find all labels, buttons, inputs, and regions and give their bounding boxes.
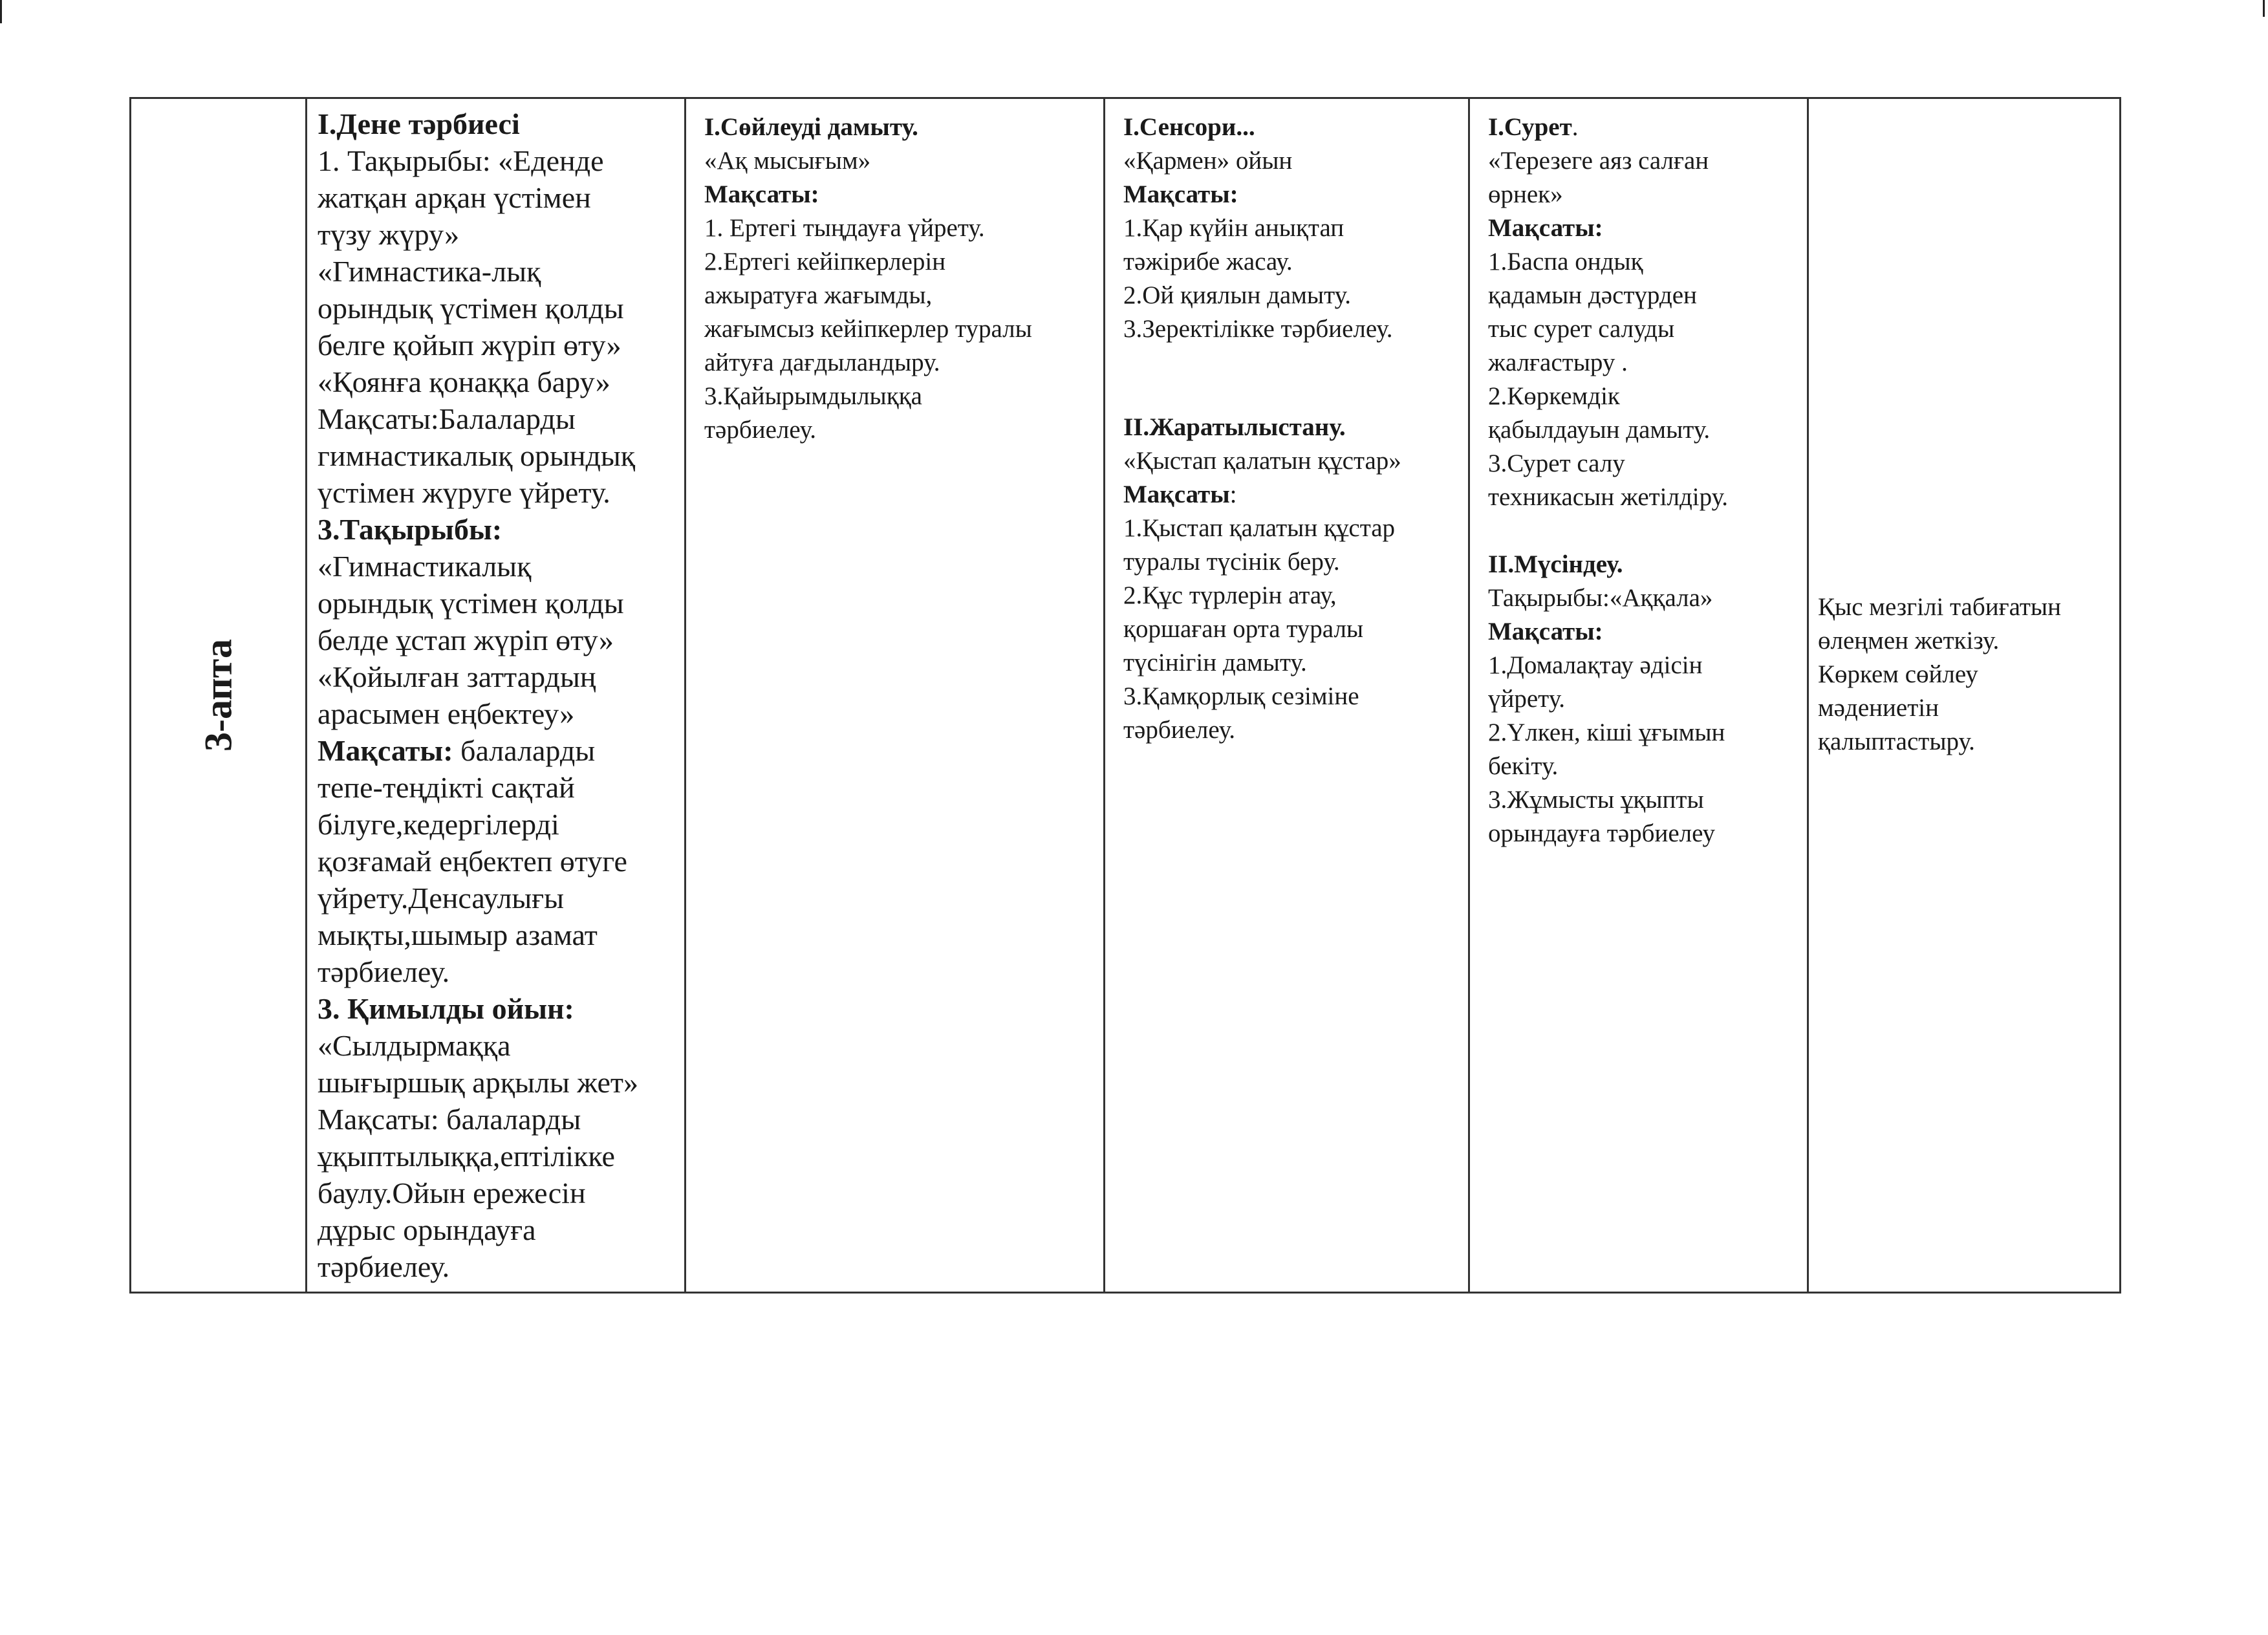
col1-line: орындық үстімен қолды (318, 587, 624, 620)
col1-line: «Гимнастикалық (318, 550, 532, 583)
col1-line: Мақсаты: балаларды (318, 1103, 581, 1136)
col4-line: өрнек» (1488, 180, 1563, 208)
lesson-plan-table (129, 97, 2121, 1294)
col3-line: 1.Қар күйін анықтап (1123, 214, 1345, 242)
col4-line: бекіту. (1488, 752, 1559, 780)
col4-line: «Терезеге аяз салған (1488, 147, 1709, 175)
col4-line: қадамын дәстүрден (1488, 281, 1697, 309)
col1-line: «Қойылған заттардың (318, 660, 596, 693)
objective-text: балаларды (453, 734, 596, 767)
col4-line: орындауға тәрбиелеу (1488, 819, 1715, 847)
col4-line: техникасын жетілдіру. (1488, 483, 1728, 511)
speech-development-column (686, 99, 1105, 1292)
col1-line: «Сылдырмаққа (318, 1029, 511, 1062)
col1-line: үйрету.Денсаулығы (318, 882, 565, 915)
week-label: 3-апта (197, 639, 239, 752)
col4-line: 1.Домалақтау әдісін (1488, 651, 1703, 679)
objective-label: Мақсаты: (318, 734, 453, 767)
col2-line: 2.Ертегі кейіпкерлерін (704, 248, 946, 276)
col4-line: 2.Көркемдік (1488, 382, 1620, 410)
col3-line: 2.Ой қиялын дамыту. (1123, 281, 1351, 309)
col1-line: білуге,кедергілерді (318, 808, 559, 841)
col1-line: дұрыс орындауға (318, 1213, 536, 1246)
col5-line: Көркем сөйлеу (1818, 660, 1978, 688)
col3-objective-line (1123, 478, 1450, 512)
col1-heading: I.Дене тәрбиесі (318, 107, 520, 140)
col4-heading-line (1488, 111, 1789, 144)
col3-subheading: Мақсаты: (1123, 180, 1238, 208)
sensory-nature-column (1105, 99, 1470, 1292)
col1-line: баулу.Ойын ережесін (318, 1176, 586, 1209)
col5-line: қалыптастыру. (1818, 728, 1975, 755)
col2-line: «Ақ мысығым» (704, 147, 871, 175)
col1-line: белде ұстап жүріп өту» (318, 623, 614, 656)
physical-education-column (307, 99, 686, 1292)
col3-line: 2.Құс түрлерін атау, (1123, 581, 1337, 609)
col1-line: ұқыптылыққа,ептілікке (318, 1140, 615, 1173)
col1-line: арасымен еңбектеу» (318, 697, 575, 730)
col1-line: қозғамай еңбектеп өтуге (318, 845, 627, 878)
poetry-column (1809, 99, 2119, 1292)
col3-line: «Қыстап қалатын құстар» (1123, 447, 1401, 475)
col1-line: белге қойып жүріп өту» (318, 329, 621, 362)
col3-line: 3.Зеректілікке тәрбиелеу. (1123, 315, 1393, 343)
col4-heading: II.Мүсіндеу. (1488, 550, 1623, 578)
col1-line: «Гимнастика-лық (318, 255, 541, 288)
col1-line: шығыршық арқылы жет» (318, 1066, 639, 1099)
col1-line: «Қоянға қонаққа бару» (318, 365, 610, 398)
col3-line: 3.Қамқорлық сезіміне (1123, 682, 1359, 710)
col4-heading: I.Сурет (1488, 113, 1572, 141)
week-column (131, 99, 307, 1292)
col1-line: тәрбиелеу. (318, 1250, 450, 1283)
col1-line: үстімен жүруге үйрету. (318, 476, 610, 509)
col1-subheading: 3. Қимылды ойын: (318, 992, 574, 1025)
col5-line: Қыс мезгілі табиғатын (1818, 593, 2061, 621)
col4-line: үйрету. (1488, 685, 1566, 713)
scan-mark-top-left (0, 0, 2, 23)
col5-line: мәдениетін (1818, 694, 1939, 722)
col4-line: 3.Жұмысты ұқыпты (1488, 786, 1704, 814)
col4-line: тыс сурет салуды (1488, 315, 1675, 343)
col4-heading-dot: . (1571, 113, 1579, 141)
col3-heading: I.Сенсори... (1123, 113, 1255, 141)
col1-line: тәрбиелеу. (318, 955, 450, 988)
scan-mark-top-right (2263, 0, 2265, 17)
col2-line: ажыратуға жағымды, (704, 281, 933, 309)
drawing-modeling-column (1470, 99, 1809, 1292)
col1-line: тепе-теңдікті сақтай (318, 771, 575, 804)
col1-line: түзу жүру» (318, 218, 460, 251)
col3-line: тәрбиелеу. (1123, 716, 1236, 744)
col1-subheading: 3.Тақырыбы: (318, 513, 502, 546)
col2-line: 1. Ертегі тыңдауға үйрету. (704, 214, 985, 242)
col4-subheading: Мақсаты: (1488, 618, 1603, 645)
col4-line: 2.Үлкен, кіші ұғымын (1488, 719, 1725, 746)
col3-line: 1.Қыстап қалатын құстар (1123, 514, 1396, 542)
poetry-text (1818, 590, 2113, 759)
col4-subheading: Мақсаты: (1488, 214, 1603, 242)
col4-line: Тақырыбы:«Аққала» (1488, 584, 1713, 612)
col2-line: жағымсыз кейіпкерлер туралы (704, 315, 1032, 343)
col1-line: гимнастикалық орындық (318, 439, 636, 472)
col2-heading: I.Сөйлеуді дамыту. (704, 113, 918, 141)
objective-label: Мақсаты (1123, 481, 1230, 508)
col2-subheading: Мақсаты: (704, 180, 819, 208)
col3-line: қоршаған орта туралы (1123, 615, 1364, 643)
col4-line: 1.Баспа ондық (1488, 248, 1643, 276)
col3-line: туралы түсінік беру. (1123, 548, 1340, 576)
col1-line: орындық үстімен қолды (318, 292, 624, 325)
col1-line: мықты,шымыр азамат (318, 918, 598, 951)
col2-line: 3.Қайырымдылыққа (704, 382, 922, 410)
col1-line: 1. Тақырыбы: «Еденде (318, 144, 604, 177)
col4-line: жалғастыру . (1488, 349, 1628, 376)
col3-line: тәжірибе жасау. (1123, 248, 1293, 276)
col2-line: тәрбиелеу. (704, 416, 817, 444)
col3-line: «Қармен» ойын (1123, 147, 1293, 175)
col5-line: өлеңмен жеткізу. (1818, 627, 2000, 655)
col3-heading: II.Жаратылыстану. (1123, 413, 1346, 441)
col2-line: айтуға дағдыландыру. (704, 349, 940, 376)
col4-line: қабылдауын дамыту. (1488, 416, 1711, 444)
col1-line: Мақсаты:Балаларды (318, 402, 576, 435)
col4-line: 3.Сурет салу (1488, 449, 1625, 477)
col1-objective-line (318, 732, 674, 769)
col3-line: түсінігін дамыту. (1123, 649, 1307, 677)
col1-line: жатқан арқан үстімен (318, 181, 591, 214)
objective-colon: : (1229, 481, 1237, 508)
